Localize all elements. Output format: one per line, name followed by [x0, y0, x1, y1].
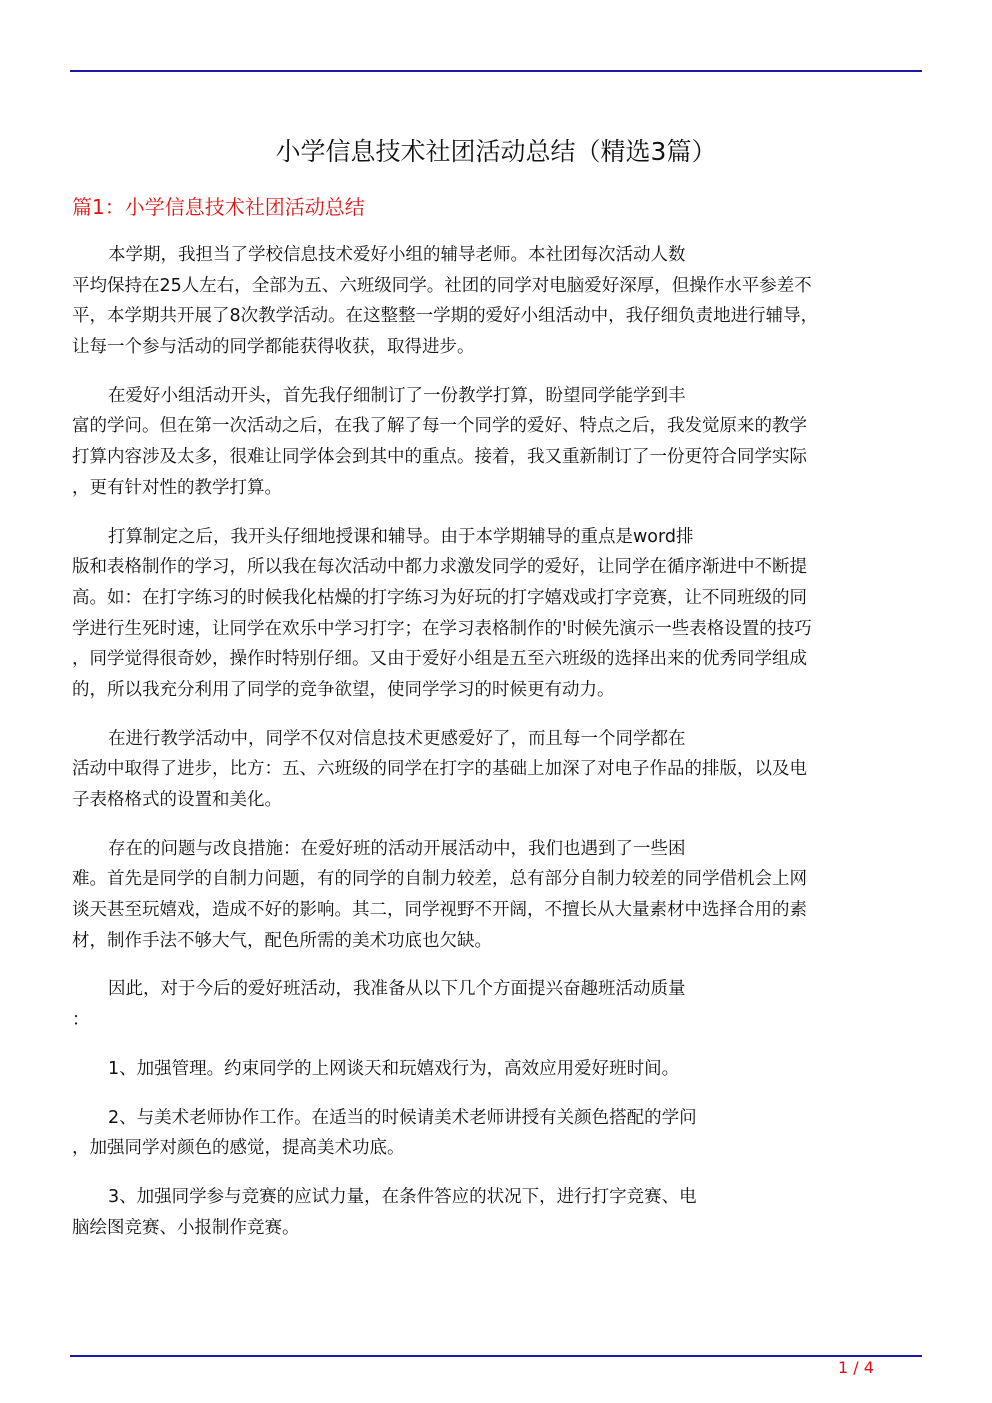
text-line: 高。如：在打字练习的时候我化枯燥的打字练习为好玩的打字嬉戏或打字竞赛，让不同班级的同 [72, 587, 807, 608]
text-line: 子表格格式的设置和美化。 [72, 790, 282, 810]
text-line: 难。首先是同学的自制力问题，有的同学的自制力较差，总有部分自制力较差的同学借机会上网 [72, 869, 807, 890]
paragraph [72, 834, 922, 957]
footer-rule [70, 1355, 922, 1357]
text-line: ，更有针对性的教学打算。 [72, 477, 282, 498]
paragraph [72, 1054, 922, 1085]
text-line: 平，本学期共开展了8次教学活动。在这整整一学期的爱好小组活动中，我仔细负责地进行辅导， [72, 306, 819, 327]
header-rule [70, 70, 922, 72]
page-number: 1 / 4 [838, 1358, 874, 1377]
text-line: 1、加强管理。约束同学的上网谈天和玩嬉戏行为，高效应用爱好班时间。 [108, 1058, 680, 1079]
paragraph [72, 240, 922, 363]
document-title: 小学信息技术社团活动总结（精选3篇） [275, 137, 717, 166]
paragraph [72, 1103, 922, 1164]
text-line: 谈天甚至玩嬉戏，造成不好的影响。其二，同学视野不开阔，不擅长从大量素材中选择合用的素 [72, 900, 807, 921]
paragraph [72, 974, 922, 1035]
text-line: 材，制作手法不够大气，配色所需的美术功底也欠缺。 [72, 930, 492, 951]
text-line: 在爱好小组活动开头，首先我仔细制订了一份教学打算，盼望同学能学到丰 [108, 385, 686, 406]
text-line: ： [72, 1010, 90, 1031]
paragraph [72, 1182, 922, 1243]
text-line: 学进行生死时速，让同学在欢乐中学习打字；在学习表格制作的'时候先演示一些表格设置的技巧 [72, 618, 812, 639]
text-line: 因此，对于今后的爱好班活动，我准备从以下几个方面提兴奋趣班活动质量 [108, 979, 686, 1000]
text-line: 脑绘图竞赛、小报制作竞赛。 [72, 1217, 300, 1238]
section-heading: 篇1：小学信息技术社团活动总结 [72, 195, 365, 219]
text-line: 2、与美术老师协作工作。在适当的时候请美术老师讲授有关颜色搭配的学问 [108, 1107, 697, 1128]
text-line: 3、加强同学参与竞赛的应试力量，在条件答应的状况下，进行打字竞赛、电 [108, 1186, 697, 1207]
text-line: 版和表格制作的学习，所以我在每次活动中都力求激发同学的爱好，让同学在循序渐进中不断提 [72, 557, 807, 578]
text-line: 富的学问。但在第一次活动之后，在我了解了每一个同学的爱好、特点之后，我发觉原来的教学 [72, 416, 807, 437]
paragraph [72, 381, 922, 504]
paragraph [72, 724, 922, 816]
document-body [72, 240, 922, 1261]
text-line: 打算制定之后，我开头仔细地授课和辅导。由于本学期辅导的重点是word排 [108, 526, 694, 547]
text-line: 本学期，我担当了学校信息技术爱好小组的辅导老师。本社团每次活动人数 [108, 245, 686, 265]
text-line: 存在的问题与改良措施：在爱好班的活动开展活动中，我们也遇到了一些困 [108, 838, 686, 859]
text-line: 在进行教学活动中，同学不仅对信息技术更感爱好了，而且每一个同学都在 [108, 728, 686, 749]
text-line: 让每一个参与活动的同学都能获得收获，取得进步。 [72, 337, 475, 358]
text-line: ，加强同学对颜色的感觉，提高美术功底。 [72, 1138, 405, 1159]
text-line: 打算内容涉及太多，很难让同学体会到其中的重点。接着，我又重新制订了一份更符合同学实际 [72, 447, 807, 468]
text-line: 的，所以我充分利用了同学的竞争欲望，使同学学习的时候更有动力。 [72, 679, 615, 700]
text-line: ，同学觉得很奇妙，操作时特别仔细。又由于爱好小组是五至六班级的选择出来的优秀同学组成 [72, 649, 807, 670]
paragraph [72, 522, 922, 706]
text-line: 活动中取得了进步，比方：五、六班级的同学在打字的基础上加深了对电子作品的排版，以及电 [72, 759, 807, 780]
text-line: 平均保持在25人左右，全部为五、六班级同学。社团的同学对电脑爱好深厚，但操作水平参差不 [72, 275, 812, 296]
